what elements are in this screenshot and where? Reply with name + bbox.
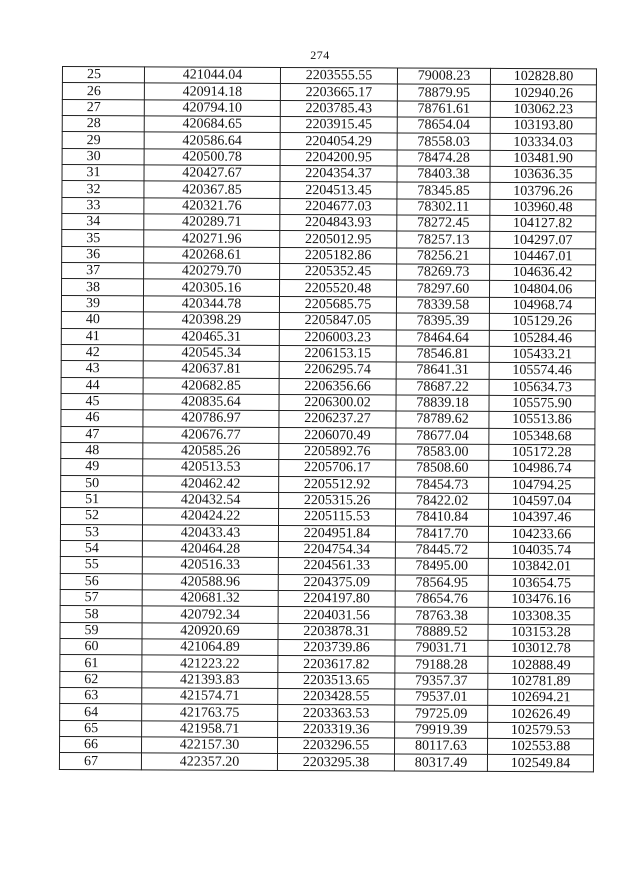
local-x-cell: 78839.18 xyxy=(396,395,489,412)
northing-cell: 2205685.75 xyxy=(279,296,396,313)
local-x-cell: 79537.01 xyxy=(395,689,488,706)
local-x-cell: 78654.04 xyxy=(397,117,490,134)
point-number-cell: 58 xyxy=(60,606,142,623)
point-number-cell: 54 xyxy=(60,540,142,557)
point-number-cell: 49 xyxy=(61,459,143,476)
northing-cell: 2204200.95 xyxy=(280,149,397,166)
easting-cell: 420786.97 xyxy=(143,410,279,427)
northing-cell: 2206237.27 xyxy=(279,411,396,428)
point-number-cell: 56 xyxy=(60,573,142,590)
point-number-cell: 34 xyxy=(62,214,144,231)
northing-cell: 2206153.15 xyxy=(279,345,396,362)
point-number-cell: 43 xyxy=(61,361,143,378)
northing-cell: 2204754.34 xyxy=(278,541,395,558)
point-number-cell: 39 xyxy=(61,295,143,312)
easting-cell: 420500.78 xyxy=(144,149,280,166)
local-x-cell: 78302.11 xyxy=(397,199,490,216)
easting-cell: 420462.42 xyxy=(143,475,279,492)
northing-cell: 2204054.29 xyxy=(280,133,397,150)
local-x-cell: 78508.60 xyxy=(396,460,489,477)
local-y-cell: 104035.74 xyxy=(488,542,594,559)
easting-cell: 421064.89 xyxy=(142,639,278,656)
local-x-cell: 78763.38 xyxy=(395,607,488,624)
northing-cell: 2204677.03 xyxy=(280,198,397,215)
point-number-cell: 30 xyxy=(62,148,144,165)
local-y-cell: 103062.23 xyxy=(490,101,596,118)
local-x-cell: 78546.81 xyxy=(396,346,489,363)
local-x-cell: 78583.00 xyxy=(396,444,489,461)
local-y-cell: 102694.21 xyxy=(488,689,594,706)
easting-cell: 420367.85 xyxy=(144,181,280,198)
northing-cell: 2204375.09 xyxy=(278,574,395,591)
easting-cell: 420585.26 xyxy=(143,443,279,460)
point-number-cell: 52 xyxy=(61,508,143,525)
local-y-cell: 104986.74 xyxy=(489,461,595,478)
point-number-cell: 32 xyxy=(62,181,144,198)
easting-cell: 420433.43 xyxy=(142,524,278,541)
northing-cell: 2203555.55 xyxy=(280,67,397,84)
local-x-cell: 80117.63 xyxy=(394,738,487,755)
easting-cell: 420684.65 xyxy=(144,116,280,133)
local-y-cell: 105284.46 xyxy=(489,330,595,347)
local-x-cell: 80317.49 xyxy=(394,754,487,771)
local-x-cell: 79188.28 xyxy=(395,656,488,673)
coordinate-table-wrapper xyxy=(59,66,596,772)
local-y-cell: 103796.26 xyxy=(490,183,596,200)
local-x-cell: 78269.73 xyxy=(397,264,490,281)
easting-cell: 421393.83 xyxy=(142,672,278,689)
local-x-cell: 78257.13 xyxy=(397,231,490,248)
local-x-cell: 78654.76 xyxy=(395,591,488,608)
easting-cell: 420432.54 xyxy=(143,492,279,509)
easting-cell: 420681.32 xyxy=(142,590,278,607)
easting-cell: 420344.78 xyxy=(143,296,279,313)
easting-cell: 421763.75 xyxy=(142,704,278,721)
local-x-cell: 78339.58 xyxy=(396,297,489,314)
easting-cell: 421574.71 xyxy=(142,688,278,705)
local-x-cell: 78677.04 xyxy=(396,428,489,445)
local-y-cell: 104804.06 xyxy=(489,281,595,298)
local-y-cell: 103308.35 xyxy=(488,608,594,625)
point-number-cell: 28 xyxy=(62,116,144,133)
northing-cell: 2205182.86 xyxy=(280,247,397,264)
northing-cell: 2203665.17 xyxy=(280,84,397,101)
local-x-cell: 78464.64 xyxy=(396,329,489,346)
local-x-cell: 78564.95 xyxy=(395,575,488,592)
easting-cell: 420321.76 xyxy=(144,198,280,215)
easting-cell: 421223.22 xyxy=(142,655,278,672)
point-number-cell: 50 xyxy=(61,475,143,492)
northing-cell: 2204031.56 xyxy=(278,607,395,624)
easting-cell: 420914.18 xyxy=(144,83,280,100)
northing-cell: 2203296.55 xyxy=(278,738,395,755)
local-x-cell: 78789.62 xyxy=(396,411,489,428)
local-x-cell: 78345.85 xyxy=(397,182,490,199)
local-y-cell: 105348.68 xyxy=(489,428,595,445)
easting-cell: 420588.96 xyxy=(142,574,278,591)
northing-cell: 2205012.95 xyxy=(280,231,397,248)
easting-cell: 420398.29 xyxy=(143,312,279,329)
northing-cell: 2203785.43 xyxy=(280,100,397,117)
northing-cell: 2203915.45 xyxy=(280,116,397,133)
local-y-cell: 104794.25 xyxy=(489,477,595,494)
local-x-cell: 78422.02 xyxy=(396,493,489,510)
point-number-cell: 27 xyxy=(62,99,144,116)
easting-cell: 420516.33 xyxy=(142,557,278,574)
easting-cell: 420586.64 xyxy=(144,132,280,149)
point-number-cell: 62 xyxy=(60,671,142,688)
northing-cell: 2206300.02 xyxy=(279,394,396,411)
northing-cell: 2203363.53 xyxy=(278,705,395,722)
local-x-cell: 78879.95 xyxy=(397,84,490,101)
point-number-cell: 41 xyxy=(61,328,143,345)
point-number-cell: 29 xyxy=(62,132,144,149)
local-y-cell: 105575.90 xyxy=(489,395,595,412)
northing-cell: 2204561.33 xyxy=(278,558,395,575)
point-number-cell: 45 xyxy=(61,393,143,410)
local-y-cell: 105172.28 xyxy=(489,444,595,461)
local-y-cell: 102549.84 xyxy=(487,755,593,772)
point-number-cell: 67 xyxy=(59,753,141,770)
point-number-cell: 33 xyxy=(62,197,144,214)
easting-cell: 420289.71 xyxy=(144,214,280,231)
local-y-cell: 104397.46 xyxy=(488,510,594,527)
local-x-cell: 78474.28 xyxy=(397,150,490,167)
northing-cell: 2206003.23 xyxy=(279,329,396,346)
easting-cell: 420676.77 xyxy=(143,426,279,443)
local-x-cell: 78395.39 xyxy=(396,313,489,330)
local-x-cell: 79357.37 xyxy=(395,673,488,690)
local-x-cell: 78641.31 xyxy=(396,362,489,379)
northing-cell: 2205352.45 xyxy=(280,264,397,281)
local-x-cell: 78889.52 xyxy=(395,624,488,641)
northing-cell: 2205847.05 xyxy=(279,313,396,330)
easting-cell: 420792.34 xyxy=(142,606,278,623)
easting-cell: 420271.96 xyxy=(144,230,280,247)
northing-cell: 2204197.80 xyxy=(278,590,395,607)
easting-cell: 421958.71 xyxy=(142,721,278,738)
table-row xyxy=(59,753,593,772)
easting-cell: 422357.20 xyxy=(141,753,277,770)
local-y-cell: 103193.80 xyxy=(490,117,596,134)
local-y-cell: 103842.01 xyxy=(488,559,594,576)
point-number-cell: 46 xyxy=(61,410,143,427)
local-x-cell: 78272.45 xyxy=(397,215,490,232)
local-y-cell: 103481.90 xyxy=(490,150,596,167)
local-x-cell: 79919.39 xyxy=(395,722,488,739)
local-y-cell: 105574.46 xyxy=(489,363,595,380)
easting-cell: 420920.69 xyxy=(142,623,278,640)
point-number-cell: 65 xyxy=(60,720,142,737)
easting-cell: 420513.53 xyxy=(143,459,279,476)
northing-cell: 2204354.37 xyxy=(280,166,397,183)
local-y-cell: 105129.26 xyxy=(489,314,595,331)
local-y-cell: 102626.49 xyxy=(488,706,594,723)
local-x-cell: 78761.61 xyxy=(397,101,490,118)
local-x-cell: 78495.00 xyxy=(395,558,488,575)
point-number-cell: 38 xyxy=(61,279,143,296)
point-number-cell: 37 xyxy=(62,263,144,280)
local-x-cell: 78297.60 xyxy=(396,280,489,297)
easting-cell: 420545.34 xyxy=(143,345,279,362)
local-y-cell: 105634.73 xyxy=(489,379,595,396)
northing-cell: 2205512.92 xyxy=(279,476,396,493)
easting-cell: 420465.31 xyxy=(143,328,279,345)
local-y-cell: 102828.80 xyxy=(490,68,596,85)
northing-cell: 2205520.48 xyxy=(279,280,396,297)
northing-cell: 2203617.82 xyxy=(278,656,395,673)
easting-cell: 420464.28 xyxy=(142,541,278,558)
local-y-cell: 104233.66 xyxy=(488,526,594,543)
local-y-cell: 105433.21 xyxy=(489,346,595,363)
local-y-cell: 104467.01 xyxy=(490,248,596,265)
local-y-cell: 104968.74 xyxy=(489,297,595,314)
local-y-cell: 103334.03 xyxy=(490,134,596,151)
easting-cell: 422157.30 xyxy=(142,737,278,754)
local-x-cell: 78454.73 xyxy=(396,477,489,494)
point-number-cell: 48 xyxy=(61,442,143,459)
local-y-cell: 102888.49 xyxy=(488,657,594,674)
local-y-cell: 102781.89 xyxy=(488,673,594,690)
local-y-cell: 102579.53 xyxy=(488,722,594,739)
local-y-cell: 102553.88 xyxy=(487,738,593,755)
easting-cell: 420424.22 xyxy=(143,508,279,525)
local-y-cell: 105513.86 xyxy=(489,412,595,429)
northing-cell: 2204513.45 xyxy=(280,182,397,199)
local-y-cell: 103476.16 xyxy=(488,591,594,608)
northing-cell: 2203428.55 xyxy=(278,689,395,706)
point-number-cell: 61 xyxy=(60,655,142,672)
local-y-cell: 103012.78 xyxy=(488,640,594,657)
local-x-cell: 78256.21 xyxy=(397,248,490,265)
coordinate-table xyxy=(59,66,597,772)
northing-cell: 2203739.86 xyxy=(278,639,395,656)
point-number-cell: 44 xyxy=(61,377,143,394)
northing-cell: 2203319.36 xyxy=(278,721,395,738)
point-number-cell: 36 xyxy=(62,246,144,263)
point-number-cell: 66 xyxy=(60,737,142,754)
point-number-cell: 31 xyxy=(62,165,144,182)
page-number: 274 xyxy=(310,48,330,62)
northing-cell: 2205706.17 xyxy=(279,460,396,477)
local-y-cell: 104636.42 xyxy=(490,264,596,281)
point-number-cell: 26 xyxy=(62,83,144,100)
easting-cell: 420682.85 xyxy=(143,377,279,394)
local-x-cell: 78445.72 xyxy=(395,542,488,559)
local-y-cell: 103960.48 xyxy=(490,199,596,216)
local-y-cell: 102940.26 xyxy=(490,85,596,102)
point-number-cell: 25 xyxy=(62,67,144,84)
northing-cell: 2203295.38 xyxy=(277,754,394,771)
point-number-cell: 42 xyxy=(61,344,143,361)
point-number-cell: 53 xyxy=(60,524,142,541)
point-number-cell: 59 xyxy=(60,622,142,639)
easting-cell: 420268.61 xyxy=(144,247,280,264)
point-number-cell: 60 xyxy=(60,639,142,656)
northing-cell: 2205115.53 xyxy=(278,509,395,526)
local-x-cell: 79008.23 xyxy=(397,68,490,85)
coordinate-table-body xyxy=(59,67,596,772)
northing-cell: 2206295.74 xyxy=(279,362,396,379)
point-number-cell: 55 xyxy=(60,557,142,574)
point-number-cell: 40 xyxy=(61,312,143,329)
point-number-cell: 63 xyxy=(60,688,142,705)
local-y-cell: 104297.07 xyxy=(490,232,596,249)
easting-cell: 420427.67 xyxy=(144,165,280,182)
northing-cell: 2206356.66 xyxy=(279,378,396,395)
northing-cell: 2203513.65 xyxy=(278,672,395,689)
point-number-cell: 47 xyxy=(61,426,143,443)
easting-cell: 421044.04 xyxy=(144,67,280,84)
local-x-cell: 78417.70 xyxy=(395,526,488,543)
local-x-cell: 78403.38 xyxy=(397,166,490,183)
local-x-cell: 78410.84 xyxy=(395,509,488,526)
local-y-cell: 104127.82 xyxy=(490,215,596,232)
local-x-cell: 79031.71 xyxy=(395,640,488,657)
local-x-cell: 79725.09 xyxy=(395,705,488,722)
point-number-cell: 51 xyxy=(61,491,143,508)
easting-cell: 420637.81 xyxy=(143,361,279,378)
northing-cell: 2204951.84 xyxy=(278,525,395,542)
easting-cell: 420279.70 xyxy=(144,263,280,280)
easting-cell: 420835.64 xyxy=(143,394,279,411)
point-number-cell: 64 xyxy=(60,704,142,721)
northing-cell: 2206070.49 xyxy=(279,427,396,444)
local-y-cell: 104597.04 xyxy=(489,493,595,510)
local-y-cell: 103654.75 xyxy=(488,575,594,592)
easting-cell: 420794.10 xyxy=(144,100,280,117)
local-x-cell: 78558.03 xyxy=(397,133,490,150)
easting-cell: 420305.16 xyxy=(143,279,279,296)
northing-cell: 2203878.31 xyxy=(278,623,395,640)
local-y-cell: 103153.28 xyxy=(488,624,594,641)
point-number-cell: 57 xyxy=(60,589,142,606)
northing-cell: 2205315.26 xyxy=(279,492,396,509)
northing-cell: 2205892.76 xyxy=(279,443,396,460)
point-number-cell: 35 xyxy=(62,230,144,247)
local-x-cell: 78687.22 xyxy=(396,378,489,395)
local-y-cell: 103636.35 xyxy=(490,166,596,183)
northing-cell: 2204843.93 xyxy=(280,215,397,232)
